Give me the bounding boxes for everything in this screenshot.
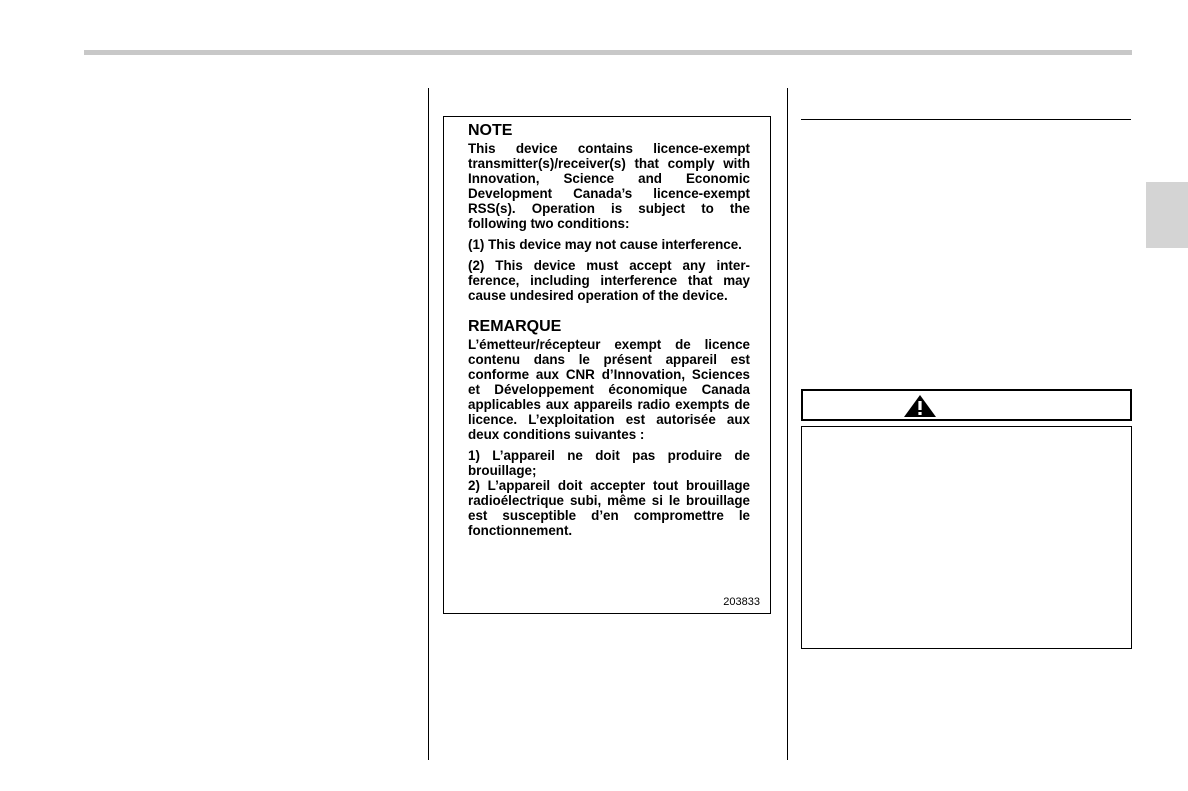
- remarque-condition-1: 1) L’appareil ne doit pas produire de brouillage;: [468, 448, 750, 478]
- regulatory-label-text: [468, 121, 750, 538]
- remarque-heading: REMARQUE: [468, 318, 562, 335]
- column-divider-left: [428, 88, 429, 760]
- figure-code: 203833: [723, 596, 760, 608]
- chapter-tab: [1146, 182, 1188, 248]
- top-rule: [84, 50, 1132, 55]
- section-rule: [801, 119, 1131, 120]
- note-condition-2: (2) This device must accept any interference, including interference that may cause undesired operation of the device.: [468, 258, 750, 303]
- note-condition-1: (1) This device may not cause interference.: [468, 237, 742, 252]
- remarque-condition-2: 2) L’appareil doit accepter tout brouillage radioélectrique subi, même si le brouillage est susceptible d’en compromettre le fonctionnement.: [468, 478, 750, 538]
- remarque-paragraph: L’émetteur/récepteur exempt de licence contenu dans le présent appareil est conforme aux CNR d’Innovation, Sciences et Développement économique Canada applicables aux appareils radio exempts de licence. L’exploitation est autorisée aux deux conditions suivantes :: [468, 337, 750, 442]
- note-paragraph: This device contains licence-exempt transmitter(s)/receiver(s) that comply with Innovation, Science and Economic Development Canada’s licence-exempt RSS(s). Operation is subject to the following two conditions:: [468, 141, 750, 231]
- warning-triangle-icon: [902, 394, 938, 418]
- warning-body: [801, 426, 1132, 649]
- regulatory-label: [443, 116, 771, 614]
- column-divider-right: [787, 88, 788, 760]
- warning-header: [801, 389, 1132, 421]
- note-heading: NOTE: [468, 122, 513, 139]
